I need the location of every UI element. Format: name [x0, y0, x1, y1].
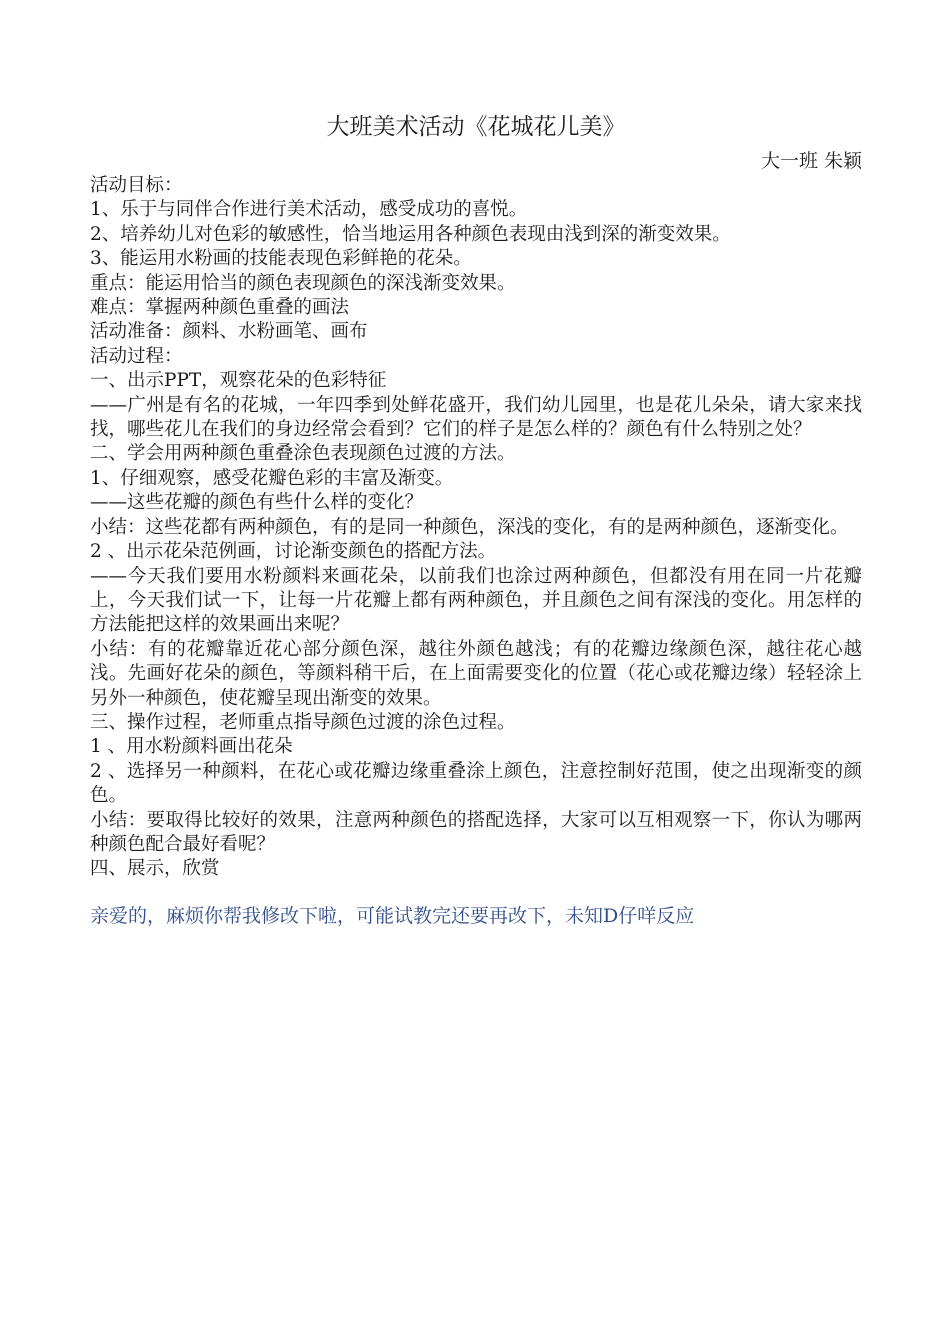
sub-step: 2 、选择另一种颜料，在花心或花瓣边缘重叠涂上颜色，注意控制好范围，使之出现渐变的颜色。: [90, 760, 862, 807]
goal-item-1: 1、乐于与同伴合作进行美术活动，感受成功的喜悦。: [90, 199, 528, 221]
document-title: 大班美术活动《花城花儿美》: [326, 114, 626, 140]
goal-item-2: 2、培养幼儿对色彩的敏感性，恰当地运用各种颜色表现由浅到深的渐变效果。: [90, 223, 731, 245]
step-heading-4: 四、展示，欣赏: [90, 858, 220, 880]
difficult-point: 难点：掌握两种颜色重叠的画法: [90, 297, 350, 319]
sub-step: 1、仔细观察，感受花瓣色彩的丰富及渐变。: [90, 467, 454, 489]
paragraph: ——今天我们要用水粉颜料来画花朵，以前我们也涂过两种颜色，但都没有用在同一片花瓣上，今天我们试一下，让每一片花瓣上都有两种颜色，并且颜色之间有深浅的变化。用怎样的方法能把这样的效果画出来呢？: [90, 565, 862, 636]
document-body: [90, 174, 862, 882]
summary-paragraph: 小结：有的花瓣靠近花心部分颜色深，越往外颜色越浅；有的花瓣边缘颜色深，越往花心越浅。先画好花朵的颜色，等颜料稍干后，在上面需要变化的位置（花心或花瓣边缘）轻轻涂上另外一种颜色，使花瓣呈现出渐变的效果。: [90, 638, 862, 709]
step-heading-1: 一、出示PPT，观察花朵的色彩特征: [90, 370, 387, 392]
summary-paragraph: 小结：这些花都有两种颜色，有的是同一种颜色，深浅的变化，有的是两种颜色，逐渐变化。: [90, 516, 849, 538]
preparation: 活动准备：颜料、水粉画笔、画布: [90, 321, 368, 343]
comment-note: 亲爱的，麻烦你帮我修改下啦，可能试教完还要再改下，未知D仔咩反应: [90, 904, 695, 927]
sub-step: 1 、用水粉颜料画出花朵: [90, 736, 293, 758]
sub-step: 2 、出示花朵范例画，讨论渐变颜色的搭配方法。: [90, 541, 497, 563]
paragraph: ——广州是有名的花城，一年四季到处鲜花盛开，我们幼儿园里，也是花儿朵朵，请大家来找找，哪些花儿在我们的身边经常会看到？它们的样子是怎么样的？颜色有什么特别之处？: [90, 394, 862, 441]
section-heading-process: 活动过程：: [90, 345, 183, 367]
step-heading-2: 二、学会用两种颜色重叠涂色表现颜色过渡的方法。: [90, 443, 516, 465]
document-page: [90, 110, 862, 930]
key-point: 重点：能运用恰当的颜色表现颜色的深浅渐变效果。: [90, 272, 516, 294]
step-heading-3: 三、操作过程，老师重点指导颜色过渡的涂色过程。: [90, 711, 516, 733]
summary-paragraph: 小结：要取得比较好的效果，注意两种颜色的搭配选择，大家可以互相观察一下，你认为哪两种颜色配合最好看呢？: [90, 809, 862, 855]
paragraph: ——这些花瓣的颜色有些什么样的变化？: [90, 492, 424, 514]
section-heading-goals: 活动目标：: [90, 175, 183, 196]
goal-item-3: 3、能运用水粉画的技能表现色彩鲜艳的花朵。: [90, 248, 472, 270]
document-author: 大一班 朱颖: [760, 150, 862, 172]
